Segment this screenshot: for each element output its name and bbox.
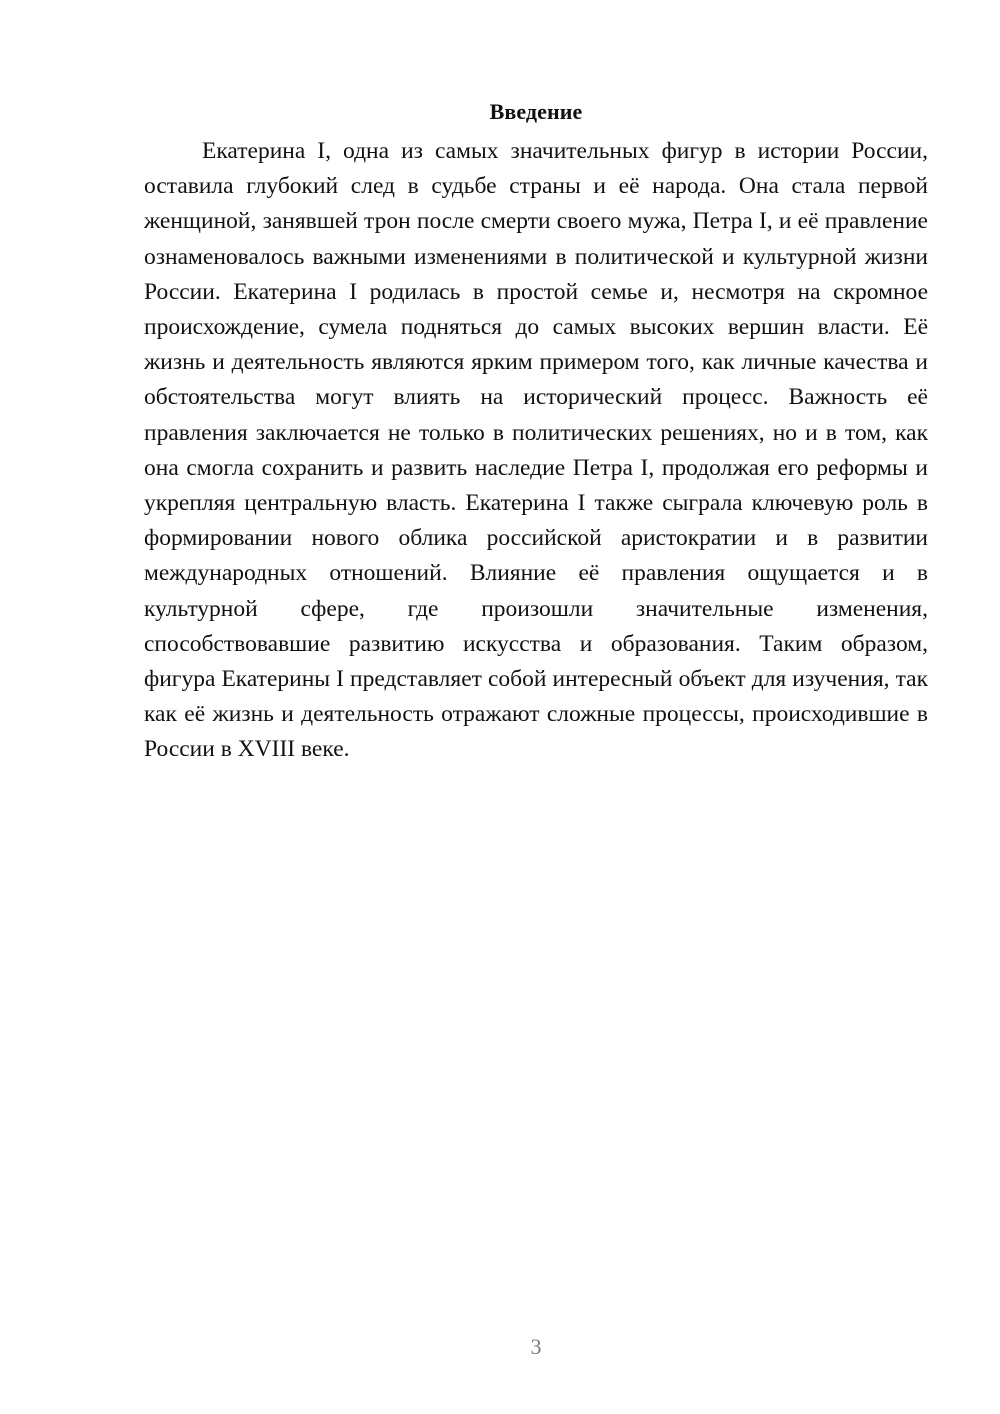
body-paragraph: Екатерина I, одна из самых значительных фигур в истории России, оставила глубокий след в судьбе страны и её народа. Она стала первой женщиной, занявшей трон после смерти своего мужа, Петра I, и её правление ознаменовалось важными изменениями в политической и культурной жизни России. Екатерина I родилась в простой семье и, несмотря на скромное происхождение, сумела подняться до самых высоких вершин власти. Её жизнь и деятельность являются ярким примером того, как личные качества и обстоятельства могут влиять на исторический процесс. Важность её правления заключается не только в политических решениях, но и в том, как она смогла сохранить и развить наследие Петра I, продолжая его реформы и укрепляя центральную власть. Екатерина I также сыграла ключевую роль в формировании нового облика российской аристократии и в развитии международных отношений. Влияние её правления ощущается и в культурной сфере, где произошли значительные изменения, способствовавшие развитию искусства и образования. Таким образом, фигура Екатерины I представляет собой интересный объект для изучения, так как её жизнь и деятельность отражают сложные процессы, происходившие в России в XVIII веке.	[144, 138, 928, 763]
section-title: Введение	[489, 99, 583, 124]
page-content	[144, 96, 928, 768]
page-number: 3	[530, 1334, 542, 1359]
